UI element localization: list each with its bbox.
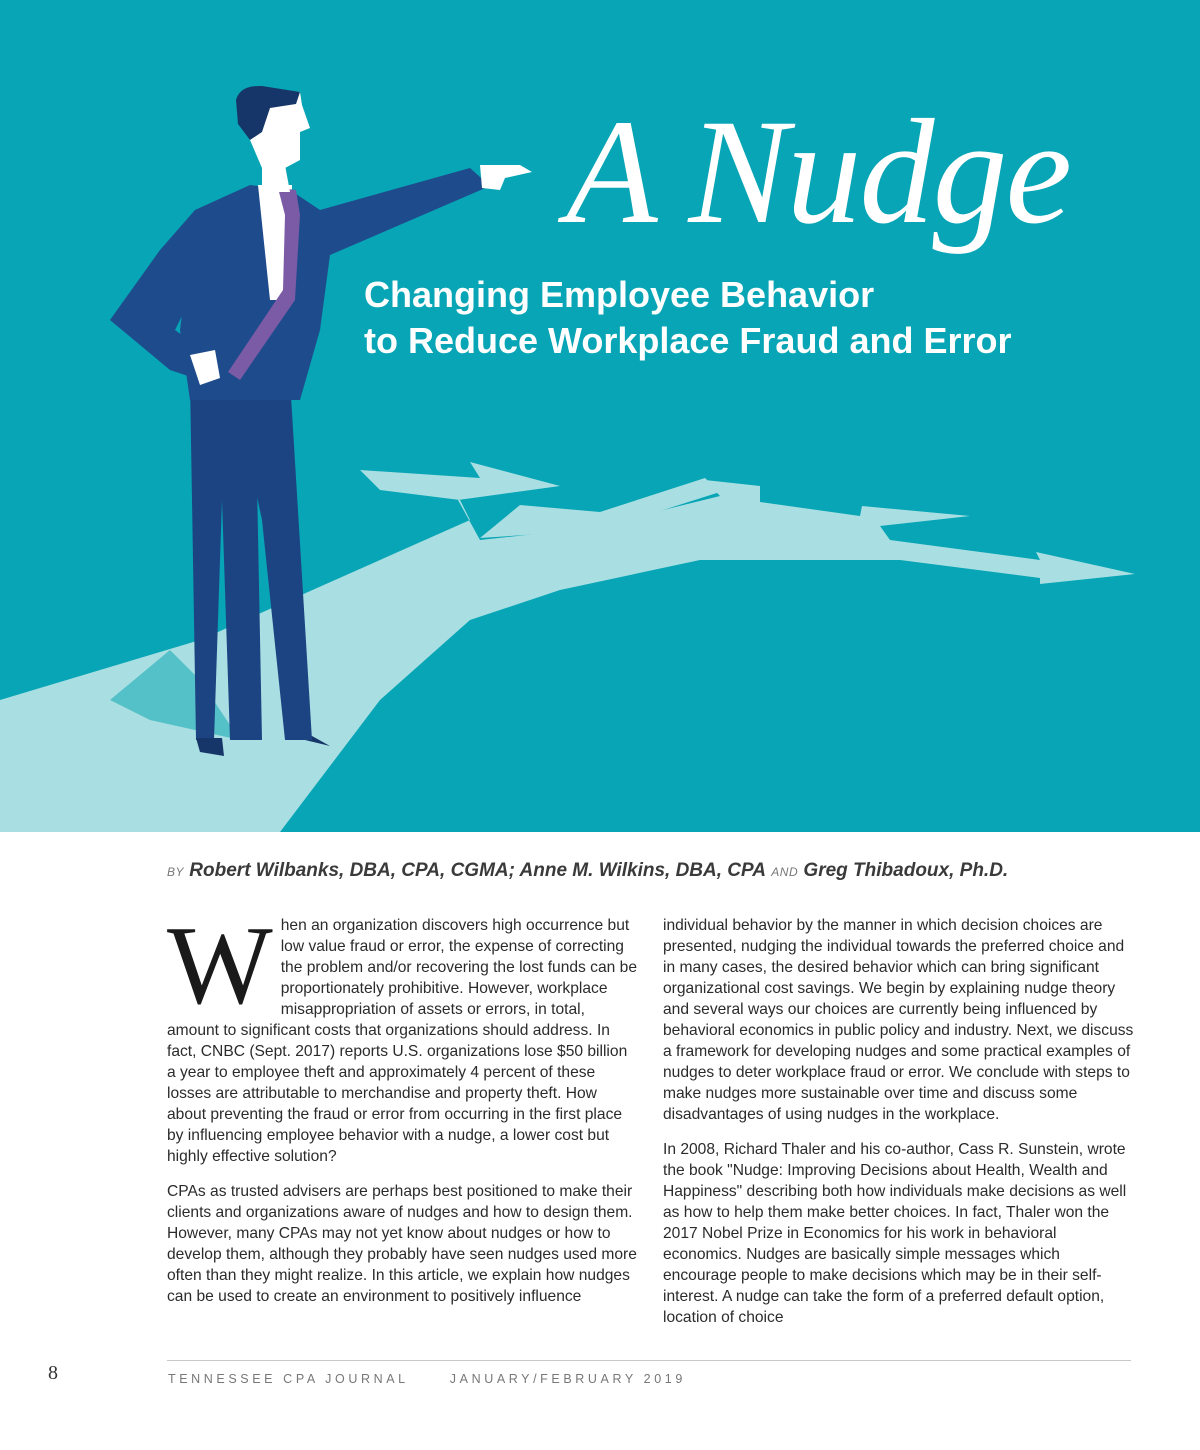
subtitle-line-1: Changing Employee Behavior — [364, 274, 875, 315]
pointing-hand — [480, 165, 532, 190]
paragraph-intro-text: hen an organization discovers high occurrence but low value fraud or error, the expense of correcting the problem and/or recovering the lost funds can be proportionately prohibitive. However, workplace misappropriation of assets or errors, in total, amount to significant costs that organizations should address. In fact, CNBC (Sept. 2017) reports U.S. organizations lose $50 billion a year to employee theft and approximately 4 percent of these losses are attributable to merchandise and property theft. How about preventing the fraud or error from occurring in the first place by influencing employee behavior with a nudge, a lower cost but highly effective solution? — [167, 917, 637, 1165]
article-column-right — [663, 915, 1135, 1342]
article-column-left — [167, 904, 639, 1321]
byline-and: AND — [771, 865, 799, 879]
paragraph-cpas: CPAs as trusted advisers are perhaps best positioned to make their clients and organizations aware of nudges and how to design them. However, many CPAs may not yet know about nudges or how to develop them, although they probably have seen nudges used more often than they might realize. In this article, we explain how nudges can be used to create an environment to positively influence — [167, 1183, 637, 1305]
byline-author-1: Robert Wilbanks, DBA, CPA, CGMA; Anne M. Wilkins, DBA, CPA — [189, 860, 767, 881]
footer-divider — [167, 1360, 1131, 1361]
issue-date: JANUARY/FEBRUARY 2019 — [449, 1372, 686, 1386]
drop-cap: W — [167, 904, 273, 1028]
crossroads-paths — [0, 462, 1135, 832]
paragraph-continued: individual behavior by the manner in which decision choices are presented, nudging the individual towards the preferred choice and in many cases, the desired behavior which can bring significant organizational cost savings. We begin by explaining nudge theory and several ways our choices are currently being influenced by behavioral economics in public policy and industry. Next, we discuss a framework for developing nudges and some practical examples of nudges to deter workplace fraud or error. We conclude with steps to make nudges more sustainable over time and discuss some disadvantages of using nudges in the workplace. — [663, 917, 1134, 1123]
byline-by: BY — [167, 865, 185, 879]
article-title: A Nudge — [566, 89, 1071, 255]
paragraph-thaler: In 2008, Richard Thaler and his co-author, Cass R. Sunstein, wrote the book "Nudge: Improving Decisions about Health, Wealth and Happiness" describing both how individuals make decisions as well as how to help them make better choices. In fact, Thaler won the 2017 Nobel Prize in Economics for his work in behavioral economics. Nudges are basically simple messages which encourage people to make decisions which may be in their self-interest. A nudge can take the form of a preferred default option, location of choice — [663, 1141, 1127, 1326]
byline — [167, 860, 1147, 882]
byline-author-2: Greg Thibadoux, Ph.D. — [803, 860, 1009, 881]
publication-name: TENNESSEE CPA JOURNAL — [168, 1372, 409, 1386]
paragraph-intro — [167, 904, 639, 1167]
article-subtitle — [364, 272, 1164, 364]
running-footer — [168, 1372, 720, 1386]
subtitle-line-2: to Reduce Workplace Fraud and Error — [364, 320, 1012, 361]
page-number: 8 — [48, 1362, 58, 1384]
